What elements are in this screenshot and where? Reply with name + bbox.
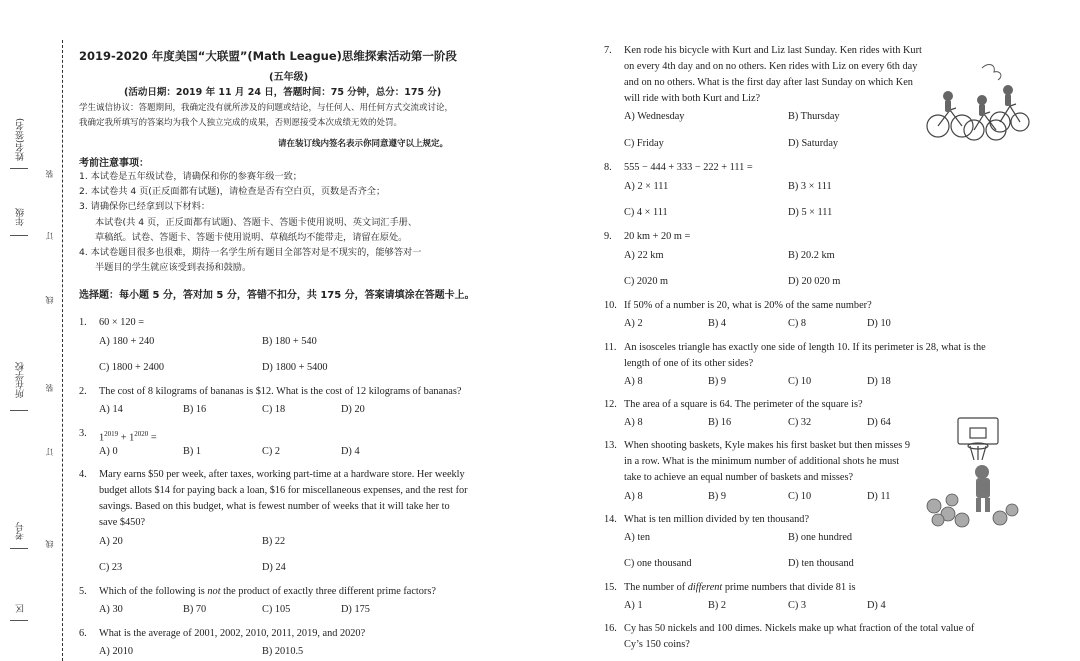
question-line: will ride with both Kurt and Liz? — [624, 93, 761, 104]
question-line: Cy’s 150 coins? — [624, 639, 690, 650]
option-a[interactable]: A) 8 — [624, 417, 643, 428]
option-c[interactable]: C) Friday — [624, 138, 664, 149]
activity-info: (活动日期：2019 年 11 月 24 日，答题时间：75 分钟，总分：175 分) — [124, 87, 442, 98]
number-label: 考号 — [16, 522, 26, 540]
option-a[interactable]: A) 1 — [624, 600, 643, 611]
binding-mark: 装 — [45, 384, 54, 392]
question-line: take to achieve an equal number of baskets and misses? — [624, 472, 854, 483]
question-number: 13. — [604, 440, 617, 451]
option-a[interactable]: A) 8 — [624, 376, 643, 387]
option-b[interactable]: B) 1 — [183, 446, 202, 457]
question-number: 8. — [604, 162, 612, 173]
option-c[interactable]: C) 2020 m — [624, 276, 669, 287]
option-a[interactable]: A) 8 — [624, 491, 643, 502]
option-b[interactable]: B) 180 + 540 — [262, 336, 317, 347]
option-d[interactable]: D) ten thousand — [788, 558, 854, 569]
question-line: budget allots $14 for paying back a loan, $16 for miscellaneous expenses, and the rest for — [99, 485, 468, 496]
grade-subtitle: (五年级) — [269, 72, 309, 83]
binding-mark: 订 — [45, 448, 54, 456]
question-number: 4. — [79, 469, 87, 480]
plus-term: + 1 — [118, 432, 135, 444]
option-c[interactable]: C) one thousand — [624, 558, 692, 569]
option-c[interactable]: C) 18 — [262, 404, 286, 415]
question-text: The area of a square is 64. The perimeter of the square is? — [624, 399, 863, 410]
question-number: 16. — [604, 623, 617, 634]
option-a[interactable]: A) 22 km — [624, 250, 664, 261]
notes-item: 1. 本试卷是五年级试卷，请确保和你的参赛年级一致； — [79, 171, 302, 182]
option-d[interactable]: D) 10 — [867, 318, 891, 329]
option-a[interactable]: A) Wednesday — [624, 111, 685, 122]
option-b[interactable]: B) 20.2 km — [788, 250, 835, 261]
notes-heading: 考前注意事项： — [79, 158, 149, 169]
question-number: 10. — [604, 300, 617, 311]
binding-mark: 线 — [45, 540, 54, 548]
option-a[interactable]: A) 20 — [99, 536, 123, 547]
bicycle-riders-svg — [922, 60, 1030, 144]
question-line: Cy has 50 nickels and 100 dimes. Nickels make up what fraction of the total value of — [624, 623, 975, 634]
school-label: 所在学校 — [16, 362, 26, 398]
option-c[interactable]: C) 4 × 111 — [624, 207, 668, 218]
option-d[interactable]: D) 175 — [341, 604, 370, 615]
question-text: 555 − 444 + 333 − 222 + 111 = — [624, 162, 753, 173]
option-a[interactable]: A) 2 × 111 — [624, 181, 669, 192]
option-d[interactable]: D) 20 — [341, 404, 365, 415]
option-a[interactable]: A) 180 + 240 — [99, 336, 155, 347]
emphasis: not — [207, 586, 221, 597]
question-text — [624, 438, 910, 486]
question-line: When shooting baskets, Kyle makes his first basket but then misses 9 — [624, 440, 910, 451]
question-line: Mary earns $50 per week, after taxes, working part-time at a hardware store. Her weekly — [99, 469, 465, 480]
option-d[interactable]: D) 20 020 m — [788, 276, 841, 287]
binding-line — [62, 40, 63, 661]
option-d[interactable]: D) 24 — [262, 562, 286, 573]
option-b[interactable]: B) 16 — [183, 404, 207, 415]
basketball-player-svg — [922, 414, 1022, 528]
equals: = — [148, 432, 157, 444]
text-part: prime numbers that divide 81 is — [722, 582, 856, 593]
name-label: 姓名(签名) — [16, 118, 26, 162]
exponent: 2020 — [134, 430, 149, 438]
integrity-line-2: 我确定我所填写的答案均为我个人独立完成的成果，否则愿接受本次成绩无效的处罚。 — [79, 118, 403, 128]
option-b[interactable]: B) 22 — [262, 536, 286, 547]
bicycle-riders-illustration — [922, 60, 1030, 144]
binding-mark: 装 — [45, 170, 54, 178]
notes-item: 草稿纸。试卷、答题卡、答题卡使用说明、草稿纸均不能带走，请留在原处。 — [95, 231, 408, 243]
number-underline — [10, 548, 28, 549]
question-text — [99, 584, 436, 600]
option-a[interactable]: A) 2 — [624, 318, 643, 329]
option-a[interactable]: A) 0 — [99, 446, 118, 457]
page-title: 2019-2020 年度美国“大联盟”(Math League)思维探索活动第一阶段 — [79, 49, 457, 63]
option-c[interactable]: C) 32 — [788, 417, 812, 428]
option-c[interactable]: C) 10 — [788, 491, 812, 502]
question-line: save $450? — [99, 517, 146, 528]
option-d[interactable]: D) 64 — [867, 417, 891, 428]
exponent: 2019 — [104, 430, 119, 438]
text-part: The number of — [624, 582, 688, 593]
integrity-line-1: 学生诚信协议：答题期间，我确定没有就所涉及的问题或结论，与任何人、用任何方式交流或讨论， — [79, 103, 454, 113]
question-number: 1. — [79, 317, 87, 328]
question-number: 12. — [604, 399, 617, 410]
question-line: in a row. What is the minimum number of additional shots he must — [624, 456, 900, 467]
name-underline — [10, 168, 28, 169]
binding-mark: 线 — [45, 296, 54, 304]
question-text: The cost of 8 kilograms of bananas is $12. What is the cost of 12 kilograms of bananas? — [99, 386, 462, 397]
text-part: Which of the following is — [99, 586, 208, 597]
notes-item: 半题目的学生就应该受到表扬和鼓励。 — [95, 262, 252, 274]
option-c[interactable]: C) 105 — [262, 604, 291, 615]
district-label: 区 — [16, 604, 26, 613]
option-a[interactable]: A) 2010 — [99, 646, 134, 657]
grade-label: 年级 — [16, 208, 26, 226]
option-d[interactable]: D) 1800 + 5400 — [262, 362, 328, 373]
district-underline — [10, 620, 28, 621]
basketball-player-illustration — [922, 414, 1022, 528]
base: 1 — [99, 432, 105, 444]
question-number: 2. — [79, 386, 87, 397]
question-text — [99, 426, 157, 446]
notes-item: 4. 本试卷题目很多也很难，期待一名学生所有题目全部答对是不现实的，能够答对一 — [79, 247, 422, 259]
option-a[interactable]: A) 14 — [99, 404, 123, 415]
option-b[interactable]: B) 9 — [708, 376, 727, 387]
question-number: 14. — [604, 514, 617, 525]
option-c[interactable]: C) 10 — [788, 376, 812, 387]
text-part: the product of exactly three different prime factors? — [220, 586, 436, 597]
section-heading: 选择题：每小题 5 分，答对加 5 分，答错不扣分，共 175 分，答案请填涂在答题卡上。 — [79, 290, 475, 301]
option-b[interactable]: B) 70 — [183, 604, 207, 615]
option-b[interactable]: B) 4 — [708, 318, 727, 329]
option-d[interactable]: D) 11 — [867, 491, 891, 502]
notes-item: 本试卷(共 4 页，正反面都有试题)、答题卡、答题卡使用说明、英文词汇手册、 — [95, 216, 418, 228]
notes-item: 3. 请确保你已经拿到以下材料： — [79, 201, 211, 213]
option-b[interactable]: B) 16 — [708, 417, 732, 428]
question-text: 60 × 120 = — [99, 317, 145, 328]
emphasis: different — [687, 582, 723, 593]
option-b[interactable]: B) 9 — [708, 491, 727, 502]
question-text: What is ten million divided by ten thousand? — [624, 514, 810, 525]
question-text — [624, 580, 856, 596]
question-number: 15. — [604, 582, 617, 593]
question-text — [99, 467, 468, 531]
question-text — [624, 340, 986, 372]
grade-underline — [10, 235, 28, 236]
option-b[interactable]: B) 2 — [708, 600, 727, 611]
option-d[interactable]: D) 4 — [341, 446, 360, 457]
question-text — [624, 43, 922, 107]
sign-note: 请在装订线内签名表示你同意遵守以上规定。 — [278, 139, 449, 149]
question-line: on every 4th day and on no others. Ken rides with Liz on every 6th day — [624, 61, 918, 72]
option-c[interactable]: C) 8 — [788, 318, 807, 329]
option-a[interactable]: A) ten — [624, 532, 651, 543]
question-line: and on no others. What is the first day after last Sunday on which Ken — [624, 77, 913, 88]
option-d[interactable]: D) Saturday — [788, 138, 839, 149]
option-d[interactable]: D) 5 × 111 — [788, 207, 833, 218]
question-line: Ken rode his bicycle with Kurt and Liz last Sunday. Ken rides with Kurt — [624, 45, 922, 56]
option-b[interactable]: B) 3 × 111 — [788, 181, 832, 192]
question-number: 7. — [604, 45, 612, 56]
option-b[interactable]: B) 2010.5 — [262, 646, 304, 657]
option-c[interactable]: C) 3 — [788, 600, 807, 611]
option-a[interactable]: A) 30 — [99, 604, 123, 615]
option-c[interactable]: C) 1800 + 2400 — [99, 362, 165, 373]
binding-mark: 订 — [45, 232, 54, 240]
notes-list — [79, 169, 421, 275]
option-c[interactable]: C) 2 — [262, 446, 281, 457]
option-d[interactable]: D) 4 — [867, 600, 886, 611]
option-c[interactable]: C) 23 — [99, 562, 123, 573]
option-b[interactable]: B) one hundred — [788, 532, 853, 543]
question-number: 6. — [79, 628, 87, 639]
option-b[interactable]: B) Thursday — [788, 111, 840, 122]
question-text: If 50% of a number is 20, what is 20% of the same number? — [624, 300, 872, 311]
question-text: 20 km + 20 m = — [624, 231, 691, 242]
question-number: 5. — [79, 586, 87, 597]
question-line: savings. Based on this budget, what is fewest number of weeks that it will take her to — [99, 501, 450, 512]
question-text — [624, 621, 974, 653]
question-text: What is the average of 2001, 2002, 2010, 2011, 2019, and 2020? — [99, 628, 366, 639]
question-number: 11. — [604, 342, 617, 353]
question-line: An isosceles triangle has exactly one side of length 10. If its perimeter is 28, what is the — [624, 342, 986, 353]
school-underline — [10, 410, 28, 411]
option-d[interactable]: D) 18 — [867, 376, 891, 387]
notes-item: 2. 本试卷共 4 页(正反面都有试题)，请检查是否有空白页，页数是否齐全； — [79, 186, 386, 198]
question-number: 9. — [604, 231, 612, 242]
question-number: 3. — [79, 428, 87, 439]
question-line: length of one of its other sides? — [624, 358, 754, 369]
